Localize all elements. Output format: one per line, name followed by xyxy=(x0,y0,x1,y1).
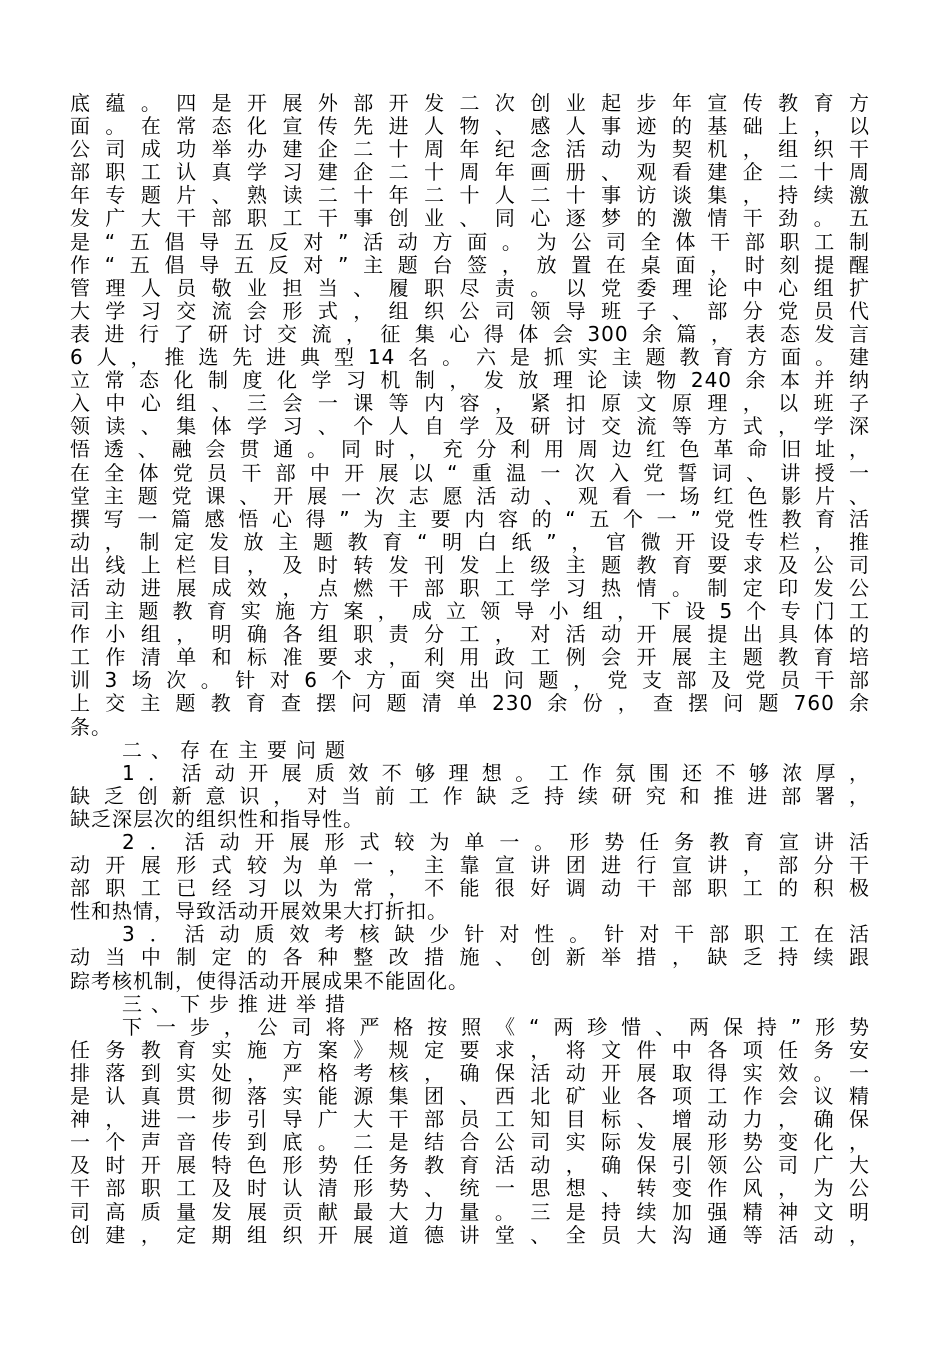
text-line: 在全体党员干部中开展以“重温一次入党誓词、讲授一 xyxy=(70,460,870,485)
text-line: 创建，定期组织开展道德讲堂、全员大沟通等活动， xyxy=(70,1222,870,1247)
text-line: 作“五倡导五反对”主题台签，放置在桌面，时刻提醒 xyxy=(70,252,870,277)
text-line: 堂主题党课、开展一次志愿活动、观看一场红色影片、 xyxy=(70,483,870,508)
text-line: 是“五倡导五反对”活动方面。为公司全体干部职工制 xyxy=(70,229,870,254)
text-line: 动开展形式较为单一，主靠宣讲团进行宣讲，部分干 xyxy=(70,853,870,878)
text-line: 1．活动开展质效不够理想。工作氛围还不够浓厚， xyxy=(122,760,870,785)
text-line: 工作清单和标准要求，利用政工例会开展主题教育培 xyxy=(70,645,870,670)
text-line: 部职工认真学习建企二十周年画册、观看建企二十周 xyxy=(70,160,870,185)
text-line: 立常态化制度化学习机制，发放理论读物240余本并纳 xyxy=(70,368,870,393)
text-line: 表进行了研讨交流，征集心得体会300余篇，表态发言 xyxy=(70,321,870,346)
text-line: 2．活动开展形式较为单一。形势任务教育宣讲活 xyxy=(122,830,870,854)
text-line: 3．活动质效考核缺少针对性。针对干部职工在活 xyxy=(122,922,870,947)
text-line: 撰写一篇感悟心得”为主要内容的“五个一”党性教育活 xyxy=(70,506,870,531)
text-line: 6人，推选先进典型14名。六是抓实主题教育方面。建 xyxy=(70,345,870,370)
text-line: 领读、集体学习、个人自学及研讨交流等方式，学深 xyxy=(70,414,870,439)
text-line: 是认真贯彻落实能源集团、西北矿业各项工作会议精 xyxy=(70,1084,870,1109)
document-body xyxy=(70,92,870,1247)
text-line: 训3场次。针对6个方面突出问题，党支部及党员干部 xyxy=(70,668,870,693)
text-line: 动当中制定的各种整改措施、创新举措，缺乏持续跟 xyxy=(70,945,870,970)
text-line: 神，进一步引导广大干部员工知目标、增动力，确保 xyxy=(70,1107,870,1132)
text-line: 踪考核机制，使得活动开展成果不能固化。 xyxy=(70,968,469,993)
text-line: 大学习交流会形式，组织公司领导班子、部分党员代 xyxy=(70,298,870,323)
text-line: 底蕴。四是开展外部开发二次创业起步年宣传教育方 xyxy=(70,91,870,115)
text-line: 性和热情，导致活动开展效果大打折扣。 xyxy=(70,899,448,924)
text-line: 下一步，公司将严格按照《“两珍惜、两保持”形势 xyxy=(122,1014,870,1039)
text-line: 排落到实处，严格考核，确保活动开展取得实效。一 xyxy=(70,1060,870,1085)
text-line: 缺乏深层次的组织性和指导性。 xyxy=(70,806,364,831)
text-line: 作小组，明确各组职责分工，对活动开展提出具体的 xyxy=(70,622,870,647)
text-line: 发广大干部职工干事创业、同心逐梦的激情干劲。五 xyxy=(70,206,870,231)
text-line: 年专题片、熟读二十年二十人二十事访谈集，持续激 xyxy=(70,183,870,208)
text-line: 部职工已经习以为常，不能很好调动干部职工的积极 xyxy=(70,876,870,901)
text-line: 出线上栏目，及时转发刊发上级主题教育要求及公司 xyxy=(70,552,870,577)
text-line: 活动进展成效，点燃干部职工学习热情。制定印发公 xyxy=(70,575,870,600)
text-line: 司主题教育实施方案，成立领导小组，下设5个专门工 xyxy=(70,599,870,624)
text-line: 一个声音传到底。二是结合公司实际发展形势变化， xyxy=(70,1130,870,1155)
text-line: 及时开展特色形势任务教育活动，确保引领公司广大 xyxy=(70,1153,870,1178)
section-heading: 二、存在主要问题 xyxy=(122,737,354,762)
text-line: 悟透、融会贯通。同时，充分利用周边红色革命旧址， xyxy=(70,437,870,462)
section-heading: 三、下步推进举措 xyxy=(122,991,354,1016)
text-line: 面。在常态化宣传先进人物、感人事迹的基础上，以 xyxy=(70,114,870,139)
text-line: 司高质量发展贡献最大力量。三是持续加强精神文明 xyxy=(70,1199,870,1224)
text-line: 上交主题教育查摆问题清单230余份，查摆问题760余 xyxy=(70,691,870,716)
text-line: 管理人员敬业担当、履职尽责。以党委理论中心组扩 xyxy=(70,275,870,300)
text-line: 公司成功举办建企二十周年纪念活动为契机，组织干 xyxy=(70,137,870,162)
text-line: 缺乏创新意识，对当前工作缺乏持续研究和推进部署， xyxy=(70,783,870,808)
text-line: 动，制定发放主题教育“明白纸”，官微开设专栏，推 xyxy=(70,529,870,554)
text-line: 入中心组、三会一课等内容，紧扣原文原理，以班子 xyxy=(70,391,870,416)
text-line: 任务教育实施方案》规定要求，将文件中各项任务安 xyxy=(70,1037,870,1062)
text-line: 干部职工及时认清形势、统一思想、转变作风，为公 xyxy=(70,1176,870,1201)
text-line: 条。 xyxy=(70,714,112,739)
